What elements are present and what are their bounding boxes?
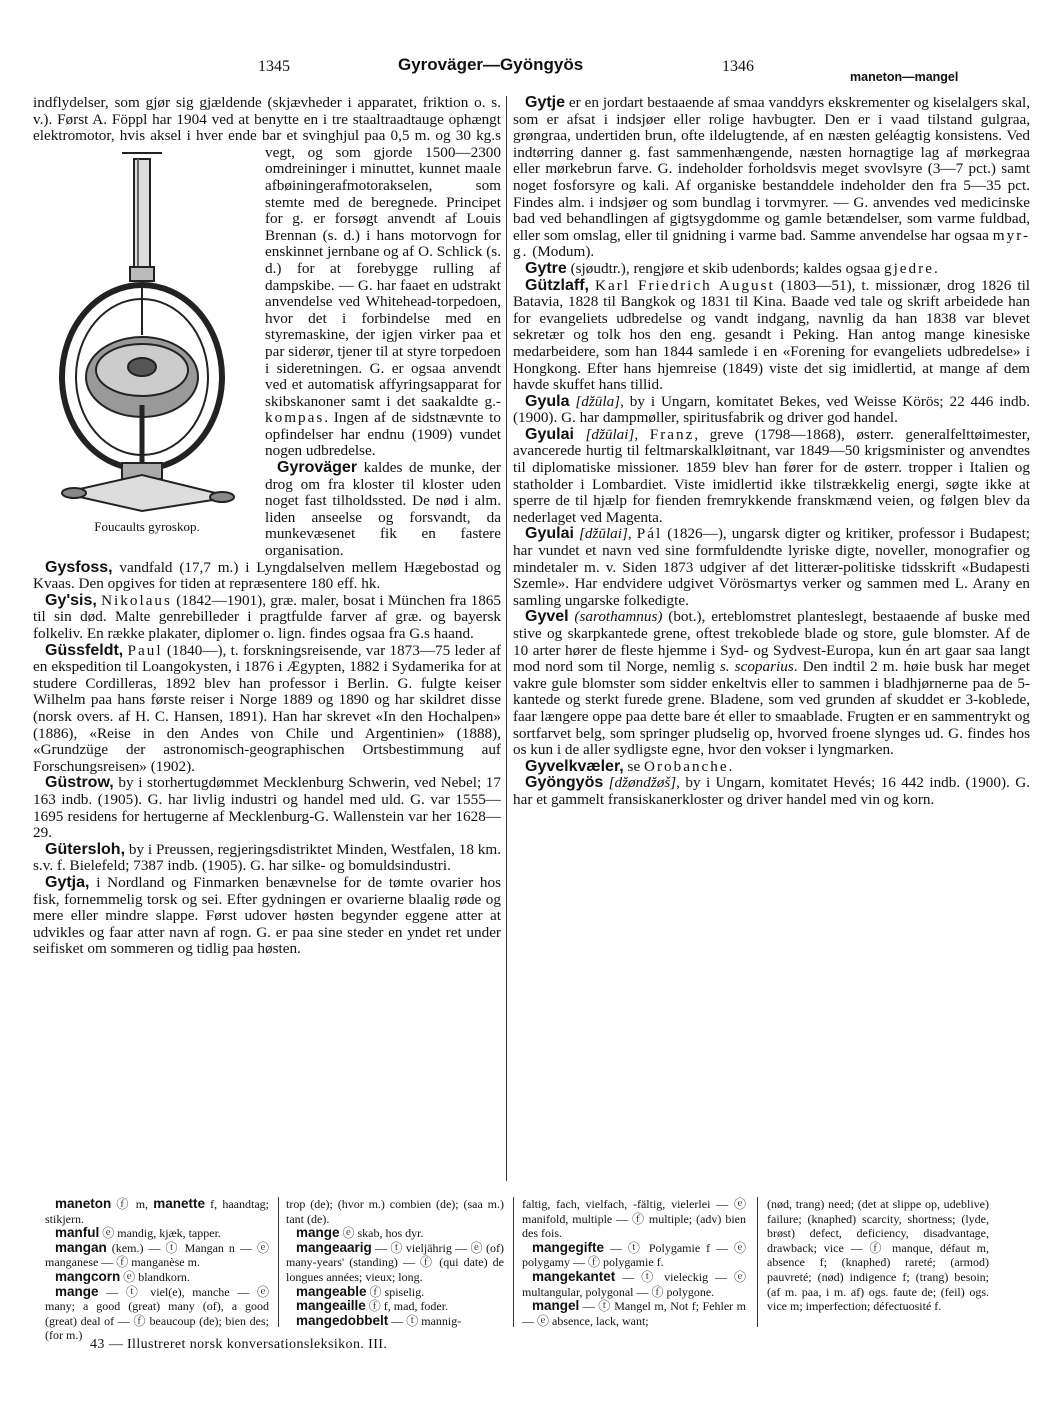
entry-text: indflydelser, som gjør sig gjældende (skjævheder i apparatet, friktion o. s. v.). Først A. Föppl har 1904 ved at benytte en i tre staaltraadtauge ophængt elektromotor, hvis aksel i hver ende bar et svinghjul paa 0,5 m. og 30 kg.s vegt, og som gjorde 1500—2300 omdreininger i minuttet, kunnet maale afbøiningerafmotorakselen, som stemte med de beregnede. Principet for g. er forsøgt anvendt af Louis Brennan (s. d.) i hans motorvogn for enskinnet jernbane og af O. Schlick (s. d.) for at forebygge rulling af dampskibe. — G. har faaet en udstrakt anvendelse ved Whitehead-torpedoen, hvor det i forbindelse med en styremaskine, der igjen virker paa et par siderør, tjener til at styre torpedoen i sideretningen. G. er ogsaa anvendt ved et automatisk affyringsapparat for skibskanoner samt i det saakaldte g.- (33, 94, 501, 410)
dictionary-entry (286, 1299, 504, 1314)
entry-text: , by i Ungarn, komitatet Hevés; 16 442 indb. (1900). G. har et gammelt fransiskanerkloster og driver handel med vin og korn. (513, 774, 1031, 808)
pronunciation: [džūla] (575, 392, 621, 410)
entry-text: (nød, trang) need; (det at slippe op, udeblive) failure; (knaphed) scarcity, shortness; (lyde, brøst) defect, deficiency, disadvantage, drawback; vice — ⓕ manque, défaut m, absence f; (knaphed) rareté; (armod) pauvreté; (nød) indigence f; (trang) besoin; (af m. paa, i m. af) ogs. faute de; (feil) ogs. vice m; imperfection; défectuosité f. (767, 1197, 989, 1314)
dictionary-entry (286, 1197, 504, 1226)
entry-text: (bot.), erteblomstret planteslegt, bestaaende af buske med stive og skarpkantede grene, oftest trekoblede blade og store, gule blomster. Af de 10 arter hører de fleste hjemme i Syd- og Sydvest-Europa, kun én art gaar saa langt mod nord som til Norge, nemlig (513, 608, 1031, 676)
dictionary-entry (45, 1270, 269, 1285)
entry-text: by i Preussen, regjeringsdistriktet Minden, Westfalen, 18 km. s.v. f. Bielefeld; 7387 indb. (1905). G. har silke- og bomuldsindustri. (33, 840, 501, 875)
guide-words: maneton—mangel (850, 70, 959, 84)
right-column (513, 95, 1030, 809)
entry-text: ⓕ m, (111, 1197, 154, 1211)
entry (513, 394, 1030, 427)
entry-text: . (728, 757, 733, 775)
spaced-text: Franz (649, 425, 695, 443)
headword: Gyroväger (277, 459, 358, 477)
headword: mangekantet (532, 1268, 616, 1284)
dictionary-entry (45, 1241, 269, 1270)
spaced-text: kompas (265, 409, 325, 427)
headword: mangeaille (296, 1298, 366, 1314)
dictionary-entry (286, 1226, 504, 1241)
headword: mange (55, 1283, 99, 1299)
entry-text: ⓕ spiselig. (366, 1284, 425, 1299)
entry-text: (1803—51), t. missionær, drog 1826 til Batavia, 1828 til Bangkok og 1831 til Kina. Baade ved tale og skrift arbeidede han for evangeliets udbredelse og vandt indgang, navnlig da han 1838 var blevet sekretær og tolk hos den eng. gesandt i Peking. Han antog mange kinesiske medarbeidere, som han 1844 samlede i en «Forening for evangeliets udbredelse» i Hongkong. Efter hans hjemreise (1849) viste det sig imidlertid, at mange af dem havde skuffet hans tillid. (513, 276, 1031, 394)
headword: Gy'sis, (45, 591, 97, 609)
entry (513, 526, 1030, 609)
headword: Gyula (525, 392, 570, 410)
figure-caption: Foucaults gyroskop. (94, 519, 200, 534)
entry-text: er en jordart bestaaende af smaa vanddyrs ekskrementer og kiselalgers skal, som er afsat i indsjøer eller rolige havbugter. Den er i vaad tilstand gulgraa, grøngraa, undertiden brun, ofte ildelugtende, af en næsten geléagtig konsistens. Ved indtørring danner g. fast sammenhængende, næsten hornagtige lag af mørkegraa eller mørkebrun farve. G. indeholder forholdsvis meget svovlsyre (3—7 pct.) samt noget fosforsyre og kali. Af organiske bestanddele indeholder den fra 5—35 pct. Findes alm. i indsjøer og som bundlag i torvmyrer. — G. anvendes ved medicinske bad ved behandlingen af gigtsygdomme og gamle betændelser, som varme fuldbad, eller som omslag, eller til gnidning i varme bad. Samme anvendelse har ogsaa (513, 94, 1030, 244)
headword: manful (55, 1225, 100, 1241)
dictionary-column-3 (522, 1197, 746, 1328)
headword: Gysfoss, (45, 558, 113, 576)
entry-text: (1826—), ungarsk digter og kritiker, professor i Budapest; har vundet et navn ved sine formfuldendte lyriske digte, noveller, monografier og mindetaler m. v. Siden 1873 udgiver af det litterær-politiske tidsskrift «Budapesti Szemle». Har endvidere udgivet Vörösmartys verker og sammen med L. Arany en samling ungarske folkedigte. (513, 525, 1031, 609)
entry (513, 278, 1030, 394)
entry (513, 427, 1030, 527)
page-title: Gyroväger—Gyöngyös (398, 55, 584, 74)
entry-text: trop (de); (hvor m.) combien (de); (saa m.) tant (de). (286, 1197, 504, 1226)
headword: Gytje (525, 94, 566, 111)
entry (33, 593, 501, 643)
entry-text (574, 426, 586, 443)
headword: mangcorn (55, 1268, 121, 1284)
entry-text: (1842—1901), græ. maler, bosat i München fra 1865 til sin død. Malte genrebilleder i pragtfulde farver af græ. og bayersk folkeliv. En række plakater, diplomer o. lign. findes ogsaa fra G.s haand. (33, 591, 501, 642)
spaced-text: Nikolaus (101, 591, 172, 609)
entry-text: (kem.) — ⓣ Mangan n — ⓔ manganese — ⓕ manganèse m. (45, 1240, 269, 1270)
column-divider (506, 96, 507, 1181)
entry-text: ⓕ f, mad, foder. (365, 1299, 449, 1314)
entry-text: — ⓣ viel(e), manche — ⓔ many; a good (great) many (of), a good (great) deal of — ⓕ beaucoup (de); bien des; (for m.) (45, 1284, 269, 1343)
pronunciation: s. scoparius (719, 658, 794, 676)
headword: Gützlaff, (525, 276, 589, 294)
headword: mangel (532, 1298, 580, 1314)
spaced-text: Orobanche (644, 757, 729, 775)
spaced-text: Paul (127, 641, 163, 659)
pronunciation: [džøndžøš] (608, 774, 677, 792)
entry-text: vandfald (17,7 m.) i Lyngdalselven mellem Hægebostad og Kvaas. Den opgives for tiden at repræsentere 180 eff. hk. (33, 558, 501, 593)
entry-text: by i storhertugdømmet Mecklenburg Schwerin, ved Nebel; 17 163 indb. (1905). G. har livlig industri og handel med uld. G. var 1555—1695 residens for hertugerne af Mecklenburg-G. Wallenstein var her 1628—29. (33, 774, 501, 842)
dictionary-column-4 (767, 1197, 989, 1314)
entry-text: (Modum). (528, 243, 595, 261)
pronunciation: (sarothamnus) (574, 608, 663, 626)
dictionary-entry (522, 1270, 746, 1299)
entry-text: , (634, 425, 650, 443)
footer-divider (757, 1197, 758, 1327)
gyroscope-illustration-icon (52, 145, 242, 517)
entry-text: — ⓣ vieljährig — ⓔ (of) many-years' (standing) — ⓕ (qui date) de longues années; vieux; long. (286, 1240, 504, 1284)
pronunciation: [džūlai] (578, 525, 628, 543)
headword: Gytre (525, 259, 567, 277)
dictionary-column-1 (45, 1197, 269, 1343)
entry-text: — ⓣ Polygamie f — ⓔ polygamy — ⓕ polygamie f. (522, 1240, 746, 1270)
spaced-text: gjedre (883, 259, 934, 277)
dictionary-entry (286, 1241, 504, 1285)
headword: Gyöngyös (525, 774, 604, 792)
pronunciation: [džūlai] (585, 425, 635, 443)
headword: Gyvelkvæler, (525, 757, 624, 775)
headword: mangegifte (532, 1239, 605, 1255)
dictionary-entry (45, 1197, 269, 1226)
entry-text: — ⓣ Mangel m, Not f; Fehler m — ⓔ absence, lack, want; (522, 1299, 746, 1328)
left-column (33, 95, 501, 958)
entry-text: ⓔ mandig, kjæk, tapper. (99, 1226, 221, 1241)
entry (513, 95, 1030, 261)
spaced-text: Karl Friedrich August (595, 276, 775, 294)
entry-text: ⓔ blandkorn. (120, 1269, 190, 1284)
entry-text: , (627, 525, 637, 543)
headword: mange (296, 1225, 340, 1241)
entry-text: — ⓣ mannig- (388, 1313, 462, 1328)
entry-text: . (933, 259, 938, 277)
entry-text: — ⓣ vieleckig — ⓔ multangular, polygonal — ⓕ polygone. (522, 1269, 746, 1299)
headword: maneton (55, 1196, 112, 1211)
dictionary-entry (286, 1314, 504, 1329)
entry-text: . Den indtil 2 m. høie busk har meget vakre gule blomster som sidder enkeltvis eller to sammen i bladhjørnerne paa de 5-kantede og sterkt furede grene. Bladene, som ved grunden af skuddet er 3-koblede, faar længere oppe paa dette bare ét eller to smaablade. Frugten er en sammentrykt og sortfarvet belg, som springer pludselig op, hvorved froene slynges ud. G. findes hos os kun i de aller sydligste egne, hvor den vokser i lyngmarken. (513, 658, 1030, 759)
dictionary-entry (522, 1197, 746, 1241)
entry (33, 875, 501, 958)
dictionary-entry (286, 1285, 504, 1300)
headword: Gyulai (525, 425, 574, 443)
dictionary-entry (45, 1285, 269, 1343)
entry-text: . Ingen af de sidstnævnte to opfindelser har endnu (1909) vundet nogen udbredelse. (265, 409, 501, 460)
entry-text: faltig, fach, vielfach, -fältig, vielerlei — ⓔ manifold, multiple — ⓕ multiple; (adv) bien des fois. (522, 1197, 746, 1241)
entry-text: ⓔ skab, hos dyr. (339, 1226, 424, 1241)
volume-signature: 43 — Illustreret norsk konversationsleksikon. III. (90, 1337, 388, 1352)
headword: Gyvel (525, 608, 569, 626)
entry (33, 775, 501, 841)
headword: mangan (55, 1239, 107, 1255)
entry (33, 643, 501, 776)
headword: Güssfeldt, (45, 641, 124, 659)
entry-text: (sjøudtr.), rengjøre et skib udenbords; kaldes ogsaa (566, 259, 884, 277)
footer-divider (513, 1197, 514, 1327)
footer-divider (278, 1197, 279, 1327)
dictionary-column-2 (286, 1197, 504, 1328)
headword: manette (153, 1196, 206, 1211)
entry (33, 560, 501, 593)
headword: mangedobbelt (296, 1312, 389, 1328)
dictionary-entry (767, 1197, 989, 1314)
entry-text: , by i Ungarn, komitatet Bekes, ved Weisse Körös; 22 446 indb. (1900). G. har dampmøller, spiritusfabrik og driver god handel. (513, 392, 1031, 427)
entry (513, 609, 1030, 758)
gyroscope-figure (33, 145, 261, 545)
entry-text: , greve (1798—1868), østerr. generalfelttøimester, avancerede hurtig til feltmarskalkløitnant, var 1849—50 krigsminister og anvendtes til diplomatiske missioner. 1859 blev han fører for de østerr. tropper i Italien og statholder i Lombardiet. Viste imidlertid ikke tilstrækkelig energi, søgte ikke at sperre de til hjælp for fienden fremrykkende franskmænd veien, og følgen blev da nederlaget ved Magenta. (513, 425, 1031, 526)
headword: Gyulai (525, 525, 574, 543)
entry-text: kaldes de munke, der drog om fra kloster til kloster uden noget fast tilholdssted. De nød i alm. liden anseelse og forsvandt, da munkevæsenet fik en fastere organisation. (265, 459, 501, 560)
entry-text: (1840—), t. forskningsreisende, var 1873—75 leder af en ekspedition til Loangokysten, i 1876 i Ægypten, 1882 i Sydamerika for at studere Cordilleras, 1892 blev han professor i Berlin. G. fulgte keiser Wilhelm paa hans første reiser i Norge 1889 og 1890 og har skildret disse (norsk overs. af H. C. Hansen, 1891). Han har skrevet «In den Hochalpen» (1886), «Reise in den Andes von Chile und Argentinien» (1888), «Grundzüge der astronomisch-geographischen Ortsbestimmung auf Forschungsreisen» (1902). (33, 641, 501, 775)
entry (33, 842, 501, 875)
entry (513, 775, 1030, 808)
spaced-text: myr-g. (513, 226, 1030, 261)
headword: mangeaarig (296, 1239, 372, 1255)
spaced-text: Pál (636, 525, 663, 543)
headword: mangeable (296, 1283, 367, 1299)
entry (513, 261, 1030, 278)
page-number-right: 1346 (722, 58, 754, 75)
dictionary-entry (522, 1299, 746, 1328)
headword: Güstrow, (45, 774, 114, 792)
entry-text: i Nordland og Finmarken benævnelse for de tømte ovarier hos fisk, fornemmelig torsk og sei. Efter gydningen er ovarierne blaalig røde og mere eller mindre slappe. Først udover høsten begynder eggene atter at udvikles og faar atter navn af rogn. G. er paa sine steder en yndet ret under seifisket om sommeren og tidlig paa høsten. (33, 873, 501, 958)
dictionary-entry (522, 1241, 746, 1270)
headword: Gütersloh, (45, 840, 126, 858)
dictionary-entry (45, 1226, 269, 1241)
page-number-left: 1345 (258, 58, 290, 75)
entry (513, 759, 1030, 776)
entry-text: f, haandtag; stikjern. (45, 1197, 269, 1226)
headword: Gytja, (45, 873, 90, 891)
entry-text: se (623, 757, 644, 775)
